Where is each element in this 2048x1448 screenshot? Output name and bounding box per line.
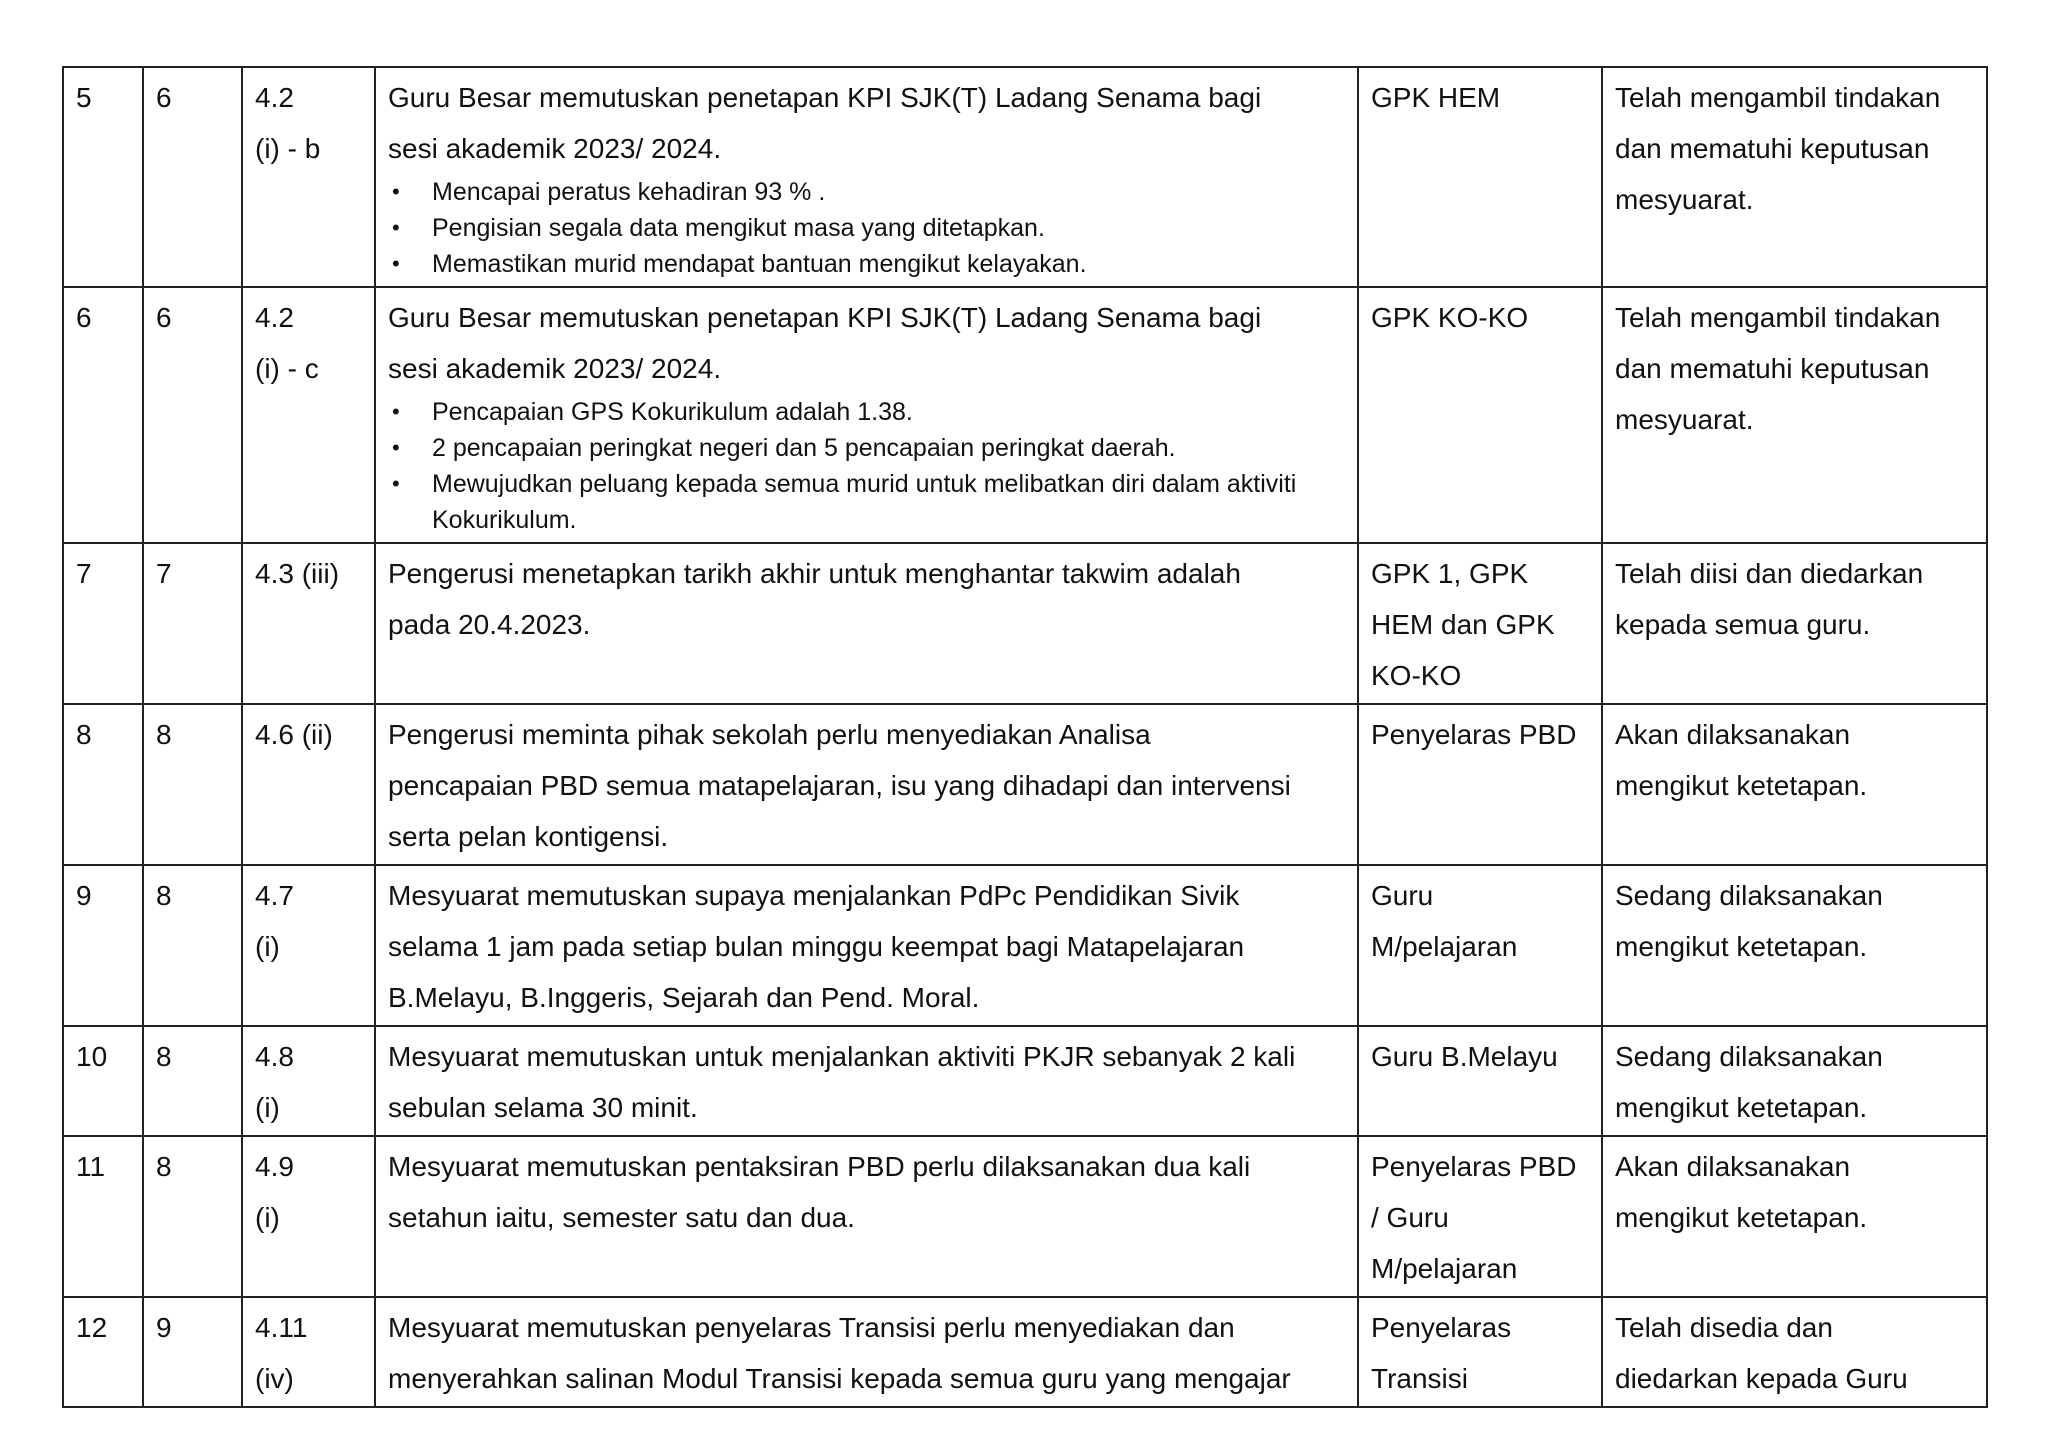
status-text: dan mematuhi keputusan [1615,353,1930,384]
decision-cell [375,543,1358,704]
row-number: 10 [76,1041,108,1072]
decision-text: sesi akademik 2023/ 2024. [388,353,722,384]
bullet-icon: • [392,435,400,460]
kpi-bullet-text: Pengisian segala data mengikut masa yang ditetapkan. [432,214,1045,242]
status-text: kepada semua guru. [1615,609,1871,640]
decision-text: sebulan selama 30 minit. [388,1092,698,1123]
status-text: mengikut ketetapan. [1615,770,1868,801]
decision-text: Guru Besar memutuskan penetapan KPI SJK(T) Ladang Senama bagi [388,82,1262,113]
page-number: 8 [156,1151,172,1182]
action-by-text: Guru [1371,880,1434,911]
page-number: 6 [156,82,172,113]
decision-text: setahun iaitu, semester satu dan dua. [388,1202,855,1233]
row-number-cell [63,1297,143,1407]
decision-text: pencapaian PBD semua matapelajaran, isu yang dihadapi dan intervensi [388,770,1291,801]
action-by-text: M/pelajaran [1371,1253,1518,1284]
table-row [63,865,1987,1026]
status-cell [1602,704,1987,865]
page-number: 8 [156,880,172,911]
action-by-cell [1358,1136,1602,1297]
action-by-cell [1358,67,1602,287]
page-reference-cell [143,67,242,287]
action-by-text: GPK HEM [1371,82,1501,113]
kpi-bullet-text: Memastikan murid mendapat bantuan mengikut kelayakan. [432,250,1087,278]
decision-text: pada 20.4.2023. [388,609,591,640]
decision-cell [375,67,1358,287]
status-text: Sedang dilaksanakan [1615,880,1883,911]
decision-text: Mesyuarat memutuskan untuk menjalankan aktiviti PKJR sebanyak 2 kali [388,1041,1296,1072]
table-row [63,67,1987,287]
section-reference-cell [242,287,375,543]
status-text: Akan dilaksanakan [1615,719,1851,750]
minutes-action-table [62,66,1988,1408]
action-by-text: Penyelaras PBD [1371,1151,1577,1182]
section-reference-cell [242,1297,375,1407]
section-reference: 4.3 (iii) [255,558,340,589]
decision-cell [375,704,1358,865]
page-number: 7 [156,558,172,589]
decision-text: Guru Besar memutuskan penetapan KPI SJK(T) Ladang Senama bagi [388,302,1262,333]
row-number-cell [63,865,143,1026]
section-reference: 4.7 [255,880,294,911]
kpi-bullet-list [388,394,1345,538]
page-number: 8 [156,1041,172,1072]
section-reference-cell [242,1026,375,1136]
section-reference: 4.6 (ii) [255,719,333,750]
status-cell [1602,1297,1987,1407]
kpi-bullet-item [388,430,1345,466]
kpi-bullet-item [388,246,1345,282]
status-text: dan mematuhi keputusan [1615,133,1930,164]
section-reference-cell [242,704,375,865]
bullet-icon: • [392,215,400,240]
page-number: 8 [156,719,172,750]
decision-cell [375,1026,1358,1136]
status-cell [1602,1026,1987,1136]
section-reference: (i) - b [255,133,321,164]
page-reference-cell [143,865,242,1026]
section-reference: 4.9 [255,1151,294,1182]
status-text: mesyuarat. [1615,184,1754,215]
table-row [63,543,1987,704]
status-text: mengikut ketetapan. [1615,1202,1868,1233]
row-number: 5 [76,82,92,113]
table-row [63,1026,1987,1136]
bullet-icon: • [392,179,400,204]
action-by-cell [1358,287,1602,543]
status-text: Akan dilaksanakan [1615,1151,1851,1182]
page-number: 9 [156,1312,172,1343]
status-text: Telah mengambil tindakan [1615,82,1941,113]
decision-text: Pengerusi meminta pihak sekolah perlu menyediakan Analisa [388,719,1151,750]
status-text: mengikut ketetapan. [1615,1092,1868,1123]
kpi-bullet-item [388,210,1345,246]
action-by-text: HEM dan GPK [1371,609,1555,640]
status-text: mengikut ketetapan. [1615,931,1868,962]
kpi-bullet-text: Mencapai peratus kehadiran 93 % . [432,178,826,206]
status-cell [1602,543,1987,704]
status-text: Telah diisi dan diedarkan [1615,558,1924,589]
action-by-text: GPK 1, GPK [1371,558,1529,589]
action-by-cell [1358,865,1602,1026]
action-by-cell [1358,1026,1602,1136]
table-row [63,1136,1987,1297]
status-text: diedarkan kepada Guru [1615,1363,1908,1394]
section-reference: (i) [255,931,280,962]
section-reference: 4.2 [255,302,294,333]
decision-cell [375,287,1358,543]
action-by-text: Guru B.Melayu [1371,1041,1558,1072]
section-reference-cell [242,1136,375,1297]
section-reference: 4.2 [255,82,294,113]
bullet-icon: • [392,399,400,424]
action-by-text: Transisi [1371,1363,1468,1394]
row-number: 9 [76,880,92,911]
table-row [63,1297,1987,1407]
decision-cell [375,865,1358,1026]
decision-text: Pengerusi menetapkan tarikh akhir untuk menghantar takwim adalah [388,558,1241,589]
table-row [63,287,1987,543]
row-number: 12 [76,1312,108,1343]
decision-text: Mesyuarat memutuskan penyelaras Transisi perlu menyediakan dan [388,1312,1235,1343]
row-number: 6 [76,302,92,333]
page-reference-cell [143,1026,242,1136]
action-by-text: Penyelaras PBD [1371,719,1577,750]
kpi-bullet-item [388,174,1345,210]
page-reference-cell [143,287,242,543]
status-cell [1602,287,1987,543]
decision-text: B.Melayu, B.Inggeris, Sejarah dan Pend. Moral. [388,982,980,1013]
kpi-bullet-text: Mewujudkan peluang kepada semua murid untuk melibatkan diri dalam aktiviti Kokurikulum. [432,470,1297,534]
section-reference-cell [242,67,375,287]
row-number-cell [63,67,143,287]
status-cell [1602,1136,1987,1297]
status-text: Telah disedia dan [1615,1312,1833,1343]
section-reference: (i) [255,1202,280,1233]
row-number: 7 [76,558,92,589]
row-number-cell [63,287,143,543]
decision-text: serta pelan kontigensi. [388,821,669,852]
status-cell [1602,67,1987,287]
section-reference-cell [242,865,375,1026]
status-text: mesyuarat. [1615,404,1754,435]
bullet-icon: • [392,251,400,276]
action-by-text: GPK KO-KO [1371,302,1529,333]
action-by-text: Penyelaras [1371,1312,1512,1343]
page-number: 6 [156,302,172,333]
bullet-icon: • [392,471,400,496]
kpi-bullet-list [388,174,1345,282]
decision-text: menyerahkan salinan Modul Transisi kepada semua guru yang mengajar [388,1363,1291,1394]
status-text: Sedang dilaksanakan [1615,1041,1883,1072]
decision-text: Mesyuarat memutuskan pentaksiran PBD perlu dilaksanakan dua kali [388,1151,1251,1182]
section-reference: (i) [255,1092,280,1123]
decision-text: sesi akademik 2023/ 2024. [388,133,722,164]
section-reference-cell [242,543,375,704]
table-body [63,67,1987,1407]
status-text: Telah mengambil tindakan [1615,302,1941,333]
row-number-cell [63,543,143,704]
section-reference: 4.11 [255,1312,308,1343]
decision-cell [375,1297,1358,1407]
section-reference: 4.8 [255,1041,294,1072]
action-by-text: KO-KO [1371,660,1462,691]
action-by-text: / Guru [1371,1202,1449,1233]
action-by-cell [1358,704,1602,865]
action-by-cell [1358,543,1602,704]
page-reference-cell [143,543,242,704]
kpi-bullet-item [388,394,1345,430]
row-number-cell [63,1026,143,1136]
action-by-text: M/pelajaran [1371,931,1518,962]
row-number: 11 [76,1151,106,1182]
kpi-bullet-text: 2 pencapaian peringkat negeri dan 5 pencapaian peringkat daerah. [432,434,1176,462]
table-row [63,704,1987,865]
status-cell [1602,865,1987,1026]
decision-text: Mesyuarat memutuskan supaya menjalankan PdPc Pendidikan Sivik [388,880,1240,911]
decision-text: selama 1 jam pada setiap bulan minggu keempat bagi Matapelajaran [388,931,1245,962]
action-by-cell [1358,1297,1602,1407]
page-reference-cell [143,1297,242,1407]
section-reference: (i) - c [255,353,319,384]
row-number-cell [63,704,143,865]
section-reference: (iv) [255,1363,294,1394]
kpi-bullet-item [388,466,1345,538]
decision-cell [375,1136,1358,1297]
kpi-bullet-text: Pencapaian GPS Kokurikulum adalah 1.38. [432,398,913,426]
page-reference-cell [143,704,242,865]
page-reference-cell [143,1136,242,1297]
row-number: 8 [76,719,92,750]
row-number-cell [63,1136,143,1297]
